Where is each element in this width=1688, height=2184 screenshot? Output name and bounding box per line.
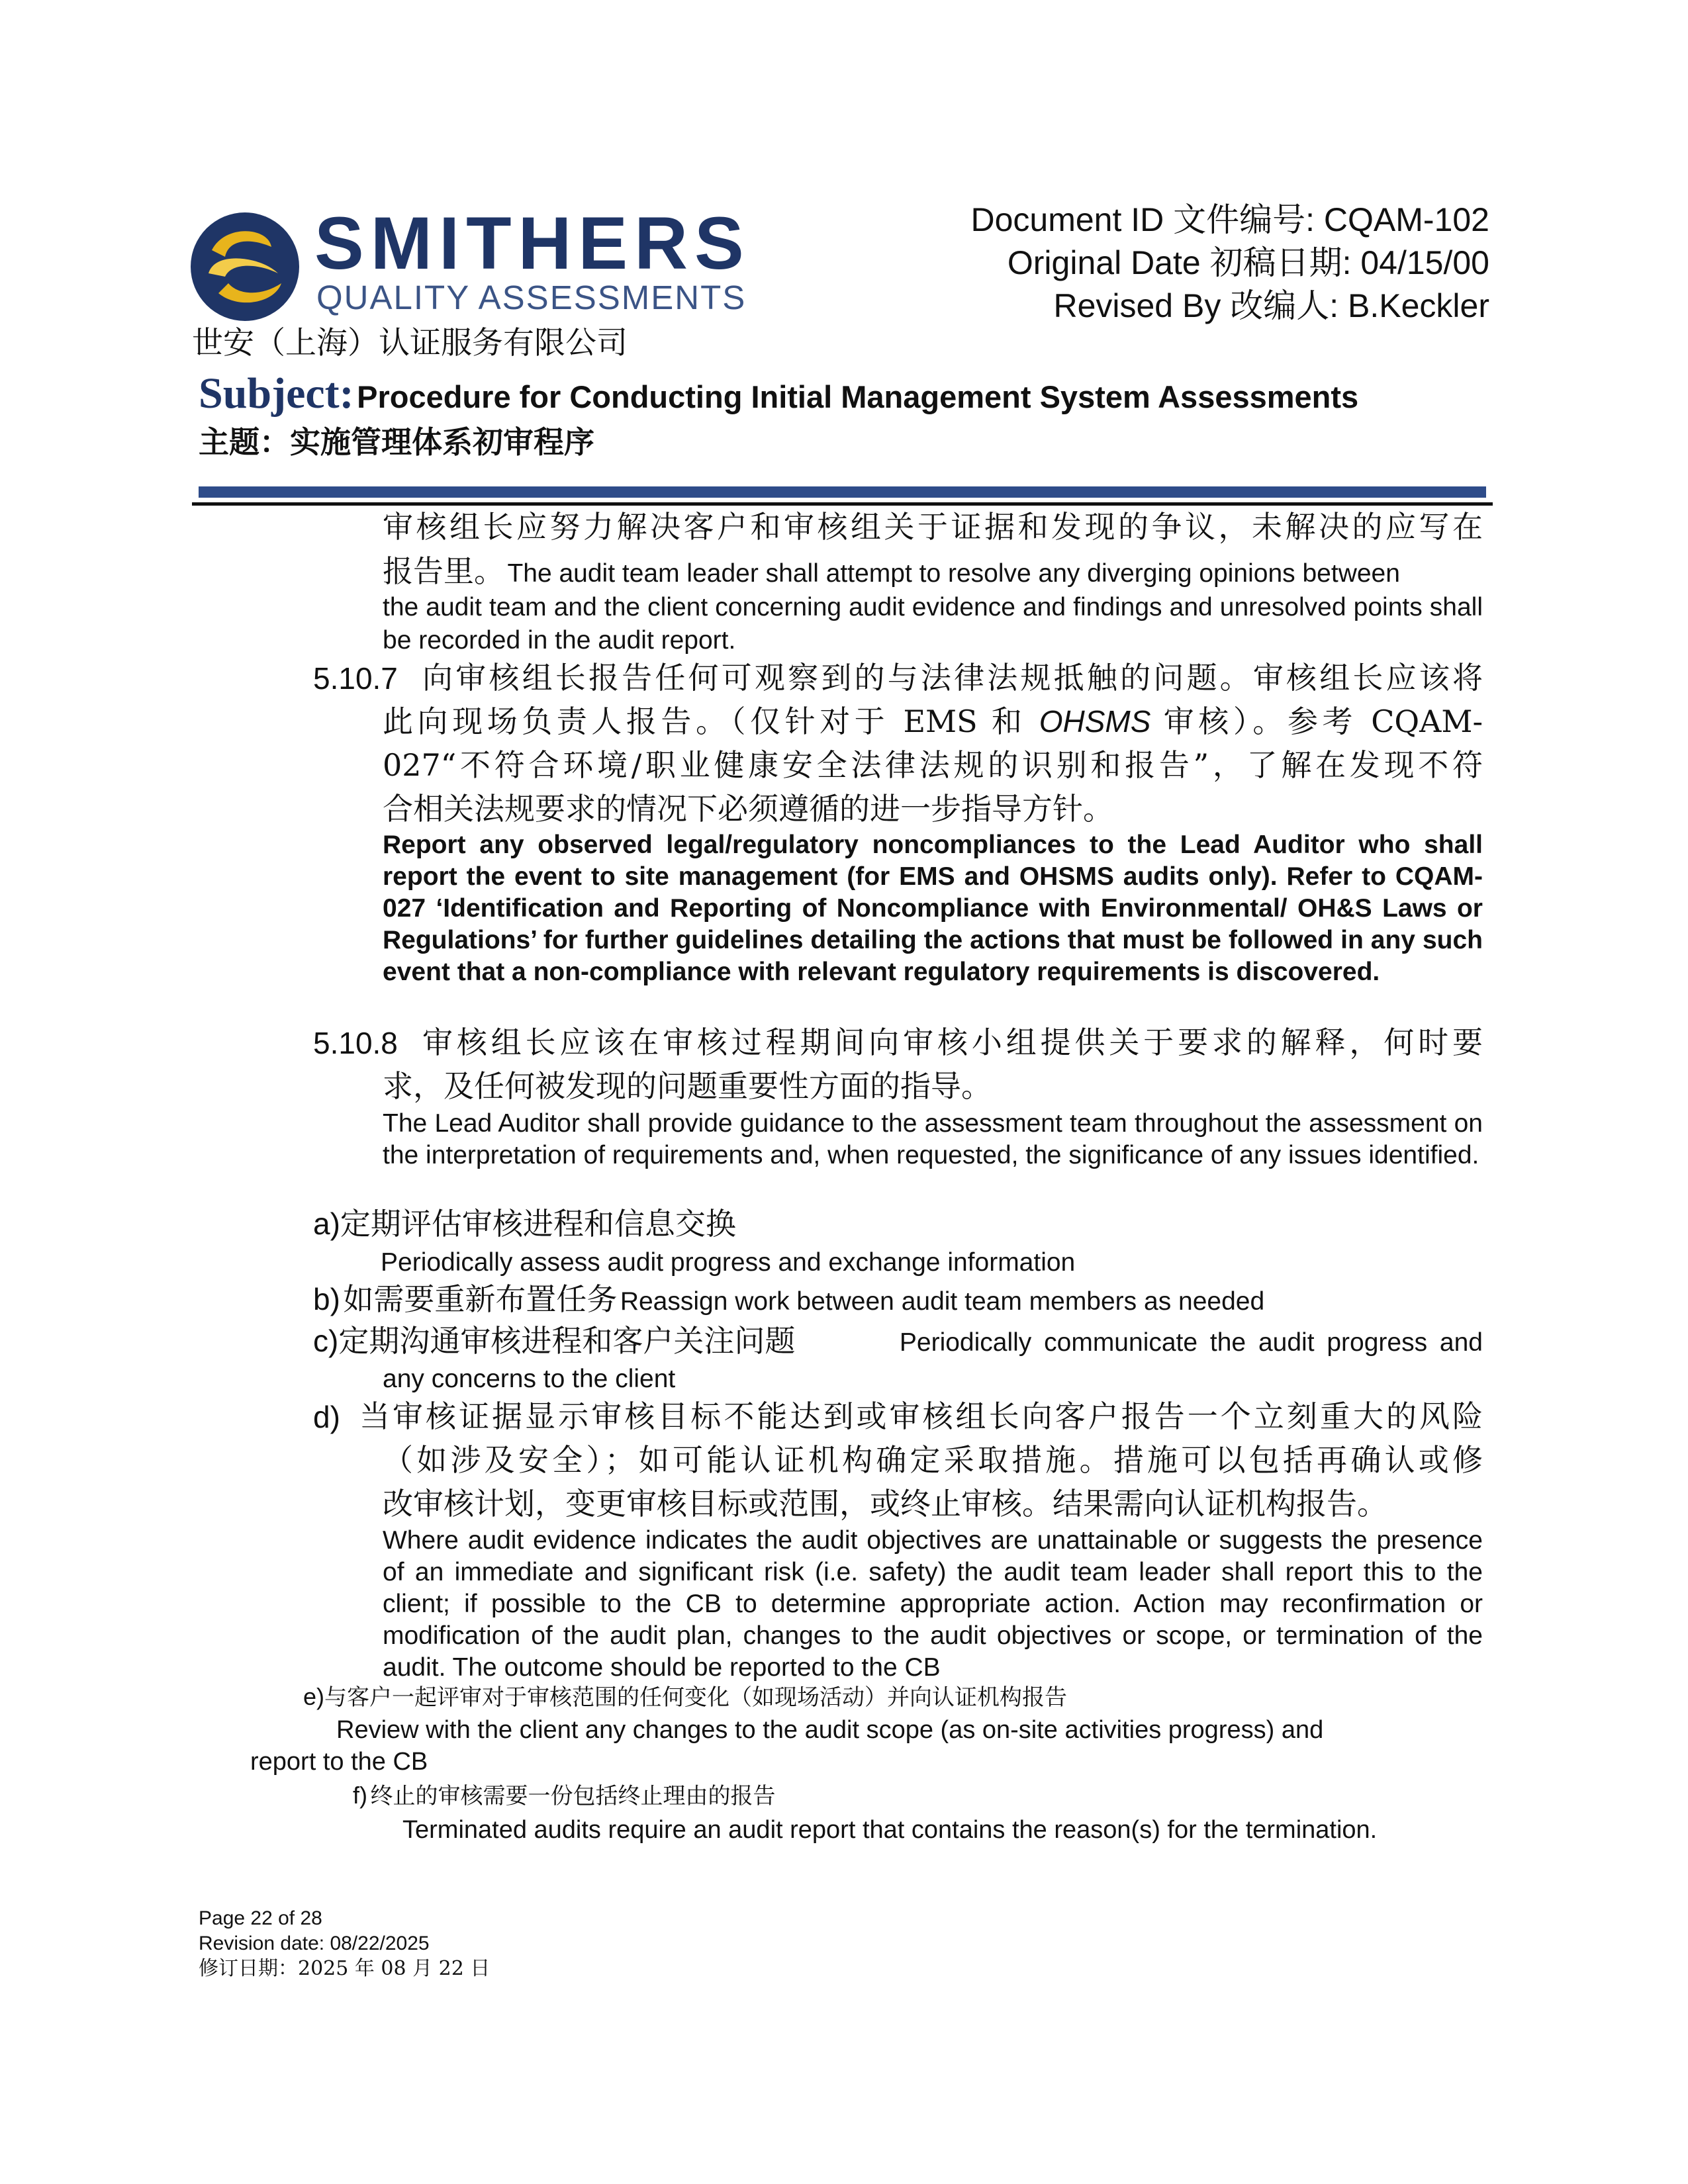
company-name-cn: 世安（上海）认证服务有限公司	[192, 325, 628, 361]
section-5-10-7-cn-line3: 027“不符合环境/职业健康安全法律法规的识别和报告”，了解在发现不符	[383, 747, 1483, 783]
section-5-10-8-en: The Lead Auditor shall provide guidance to the assessment team throughout the assessment on the interpretation of requirements and, when requested, the significance of any issues identified.	[383, 1109, 1483, 1169]
item-e-en-line2: report to the CB	[250, 1748, 428, 1776]
item-a-en: Periodically assess audit progress and exchange information	[381, 1248, 1076, 1277]
item-e	[303, 1685, 1067, 1709]
document-meta	[970, 199, 1489, 328]
original-date: Original Date 初稿日期: 04/15/00	[1007, 244, 1489, 281]
item-f	[353, 1784, 775, 1807]
section-5-10-8-number: 5.10.8	[313, 1026, 398, 1060]
revision-date-cn: 修订日期：2025 年 08 月 22 日	[199, 1957, 491, 1980]
s5107-cn-l2a: 此向现场负责人报告。（仅针对于 EMS 和	[383, 704, 1027, 739]
intro-line2	[383, 553, 1483, 589]
section-5-10-8-cn-line2: 求，及任何被发现的问题重要性方面的指导。	[383, 1068, 992, 1104]
intro-en-rest: the audit team and the client concerning audit evidence and findings and unresolved points shall be recorded in the audit report.	[383, 593, 1483, 655]
item-b-cn: 如需要重新布置任务	[343, 1281, 618, 1317]
section-5-10-7-en: Report any observed legal/regulatory noncompliances to the Lead Auditor who shall report the event to site management (for EMS and OHSMS audits only). Refer to CQAM-027 ‘Identification and Reporting of Noncompliance with Environmental/ OH&S Laws or Regulations’ for further guidelines detailing the actions that must be followed in any such event that a non-compliance with relevant regulatory requirements is discovered.	[383, 831, 1483, 986]
item-c-label: c)	[313, 1324, 339, 1358]
intro-cn-line1: 审核组长应努力解决客户和审核组关于证据和发现的争议，未解决的应写在	[383, 509, 1483, 545]
intro-en-line1: The audit team leader shall attempt to resolve any diverging opinions between	[507, 559, 1400, 588]
subject-line	[199, 369, 1359, 418]
item-e-en-line1: Review with the client any changes to the audit scope (as on-site activities progress) and	[336, 1716, 1324, 1744]
item-b	[313, 1281, 1265, 1317]
item-c-cn: 定期沟通审核进程和客户关注问题	[338, 1323, 796, 1359]
subject-keyword: Subject:	[199, 369, 354, 418]
item-c-en-line2: any concerns to the client	[383, 1365, 676, 1393]
section-5-10-7-number: 5.10.7	[313, 661, 398, 696]
section-5-10-7-cn-line2	[383, 700, 1483, 743]
item-c	[313, 1323, 1483, 1359]
item-f-cn: 终止的审核需要一份包括终止理由的报告	[370, 1783, 776, 1809]
page-number: Page 22 of 28	[199, 1907, 322, 1929]
section-5-10-7-cn-line4: 合相关法规要求的情况下必须遵循的进一步指导方针。	[383, 791, 1113, 827]
subject-title-en: Procedure for Conducting Initial Management System Assessments	[357, 379, 1359, 414]
page-footer	[199, 1906, 490, 1981]
subject-title-cn: 主题：实施管理体系初审程序	[199, 425, 594, 459]
item-b-label: b)	[313, 1282, 340, 1316]
s5107-cn-l2b: 审核）。参考 CQAM-	[1163, 704, 1483, 739]
brand-name: SMITHERS	[314, 202, 751, 285]
item-e-label: e)	[303, 1683, 325, 1710]
document-id: Document ID 文件编号: CQAM-102	[970, 201, 1489, 238]
smithers-logo-icon	[189, 210, 301, 323]
item-d-label: d)	[313, 1400, 340, 1434]
item-b-en: Reassign work between audit team members as needed	[620, 1287, 1265, 1316]
section-5-10-8-cn-line1: 审核组长应该在审核过程期间向审核小组提供关于要求的解释，何时要	[422, 1024, 1483, 1060]
brand-subtitle: QUALITY ASSESSMENTS	[316, 279, 747, 316]
item-d-en: Where audit evidence indicates the audit objectives are unattainable or suggests the presence of an immediate and significant risk (i.e. safety) the audit team leader shall report this to the client; if possible to the CB to determine appropriate action. Action may reconfirmation or modification of the audit plan, changes to the audit objectives or scope, or termination of the audit. The outcome should be reported to the CB	[383, 1526, 1483, 1682]
header-divider-blue	[199, 486, 1486, 498]
item-a	[313, 1206, 736, 1242]
s5107-cn-l2-italic: OHSMS	[1039, 704, 1151, 739]
item-d-cn-line2: （如涉及安全）；如可能认证机构确定采取措施。措施可以包括再确认或修	[383, 1442, 1483, 1478]
item-f-label: f)	[353, 1782, 367, 1809]
item-f-en: Terminated audits require an audit report that contains the reason(s) for the termination.	[402, 1816, 1378, 1844]
item-e-cn: 与客户一起评审对于审核范围的任何变化（如现场活动）并向认证机构报告	[324, 1684, 1068, 1711]
intro-cn-line2: 报告里。	[383, 553, 504, 589]
revision-date: Revision date: 08/22/2025	[199, 1933, 430, 1954]
item-c-en-line1: Periodically communicate the audit progress and	[899, 1328, 1483, 1357]
item-d-cn-line3: 改审核计划，变更审核目标或范围，或终止审核。结果需向认证机构报告。	[383, 1486, 1387, 1522]
item-d-label-row	[313, 1402, 340, 1432]
item-d-cn-line1: 当审核证据显示审核目标不能达到或审核组长向客户报告一个立刻重大的风险	[359, 1398, 1483, 1434]
section-5-10-7-cn-line1: 向审核组长报告任何可观察到的与法律法规抵触的问题。审核组长应该将	[422, 660, 1483, 696]
item-a-label: a)	[313, 1206, 340, 1241]
revised-by: Revised By 改编人: B.Keckler	[1053, 287, 1489, 324]
item-a-cn: 定期评估审核进程和信息交换	[340, 1206, 736, 1242]
